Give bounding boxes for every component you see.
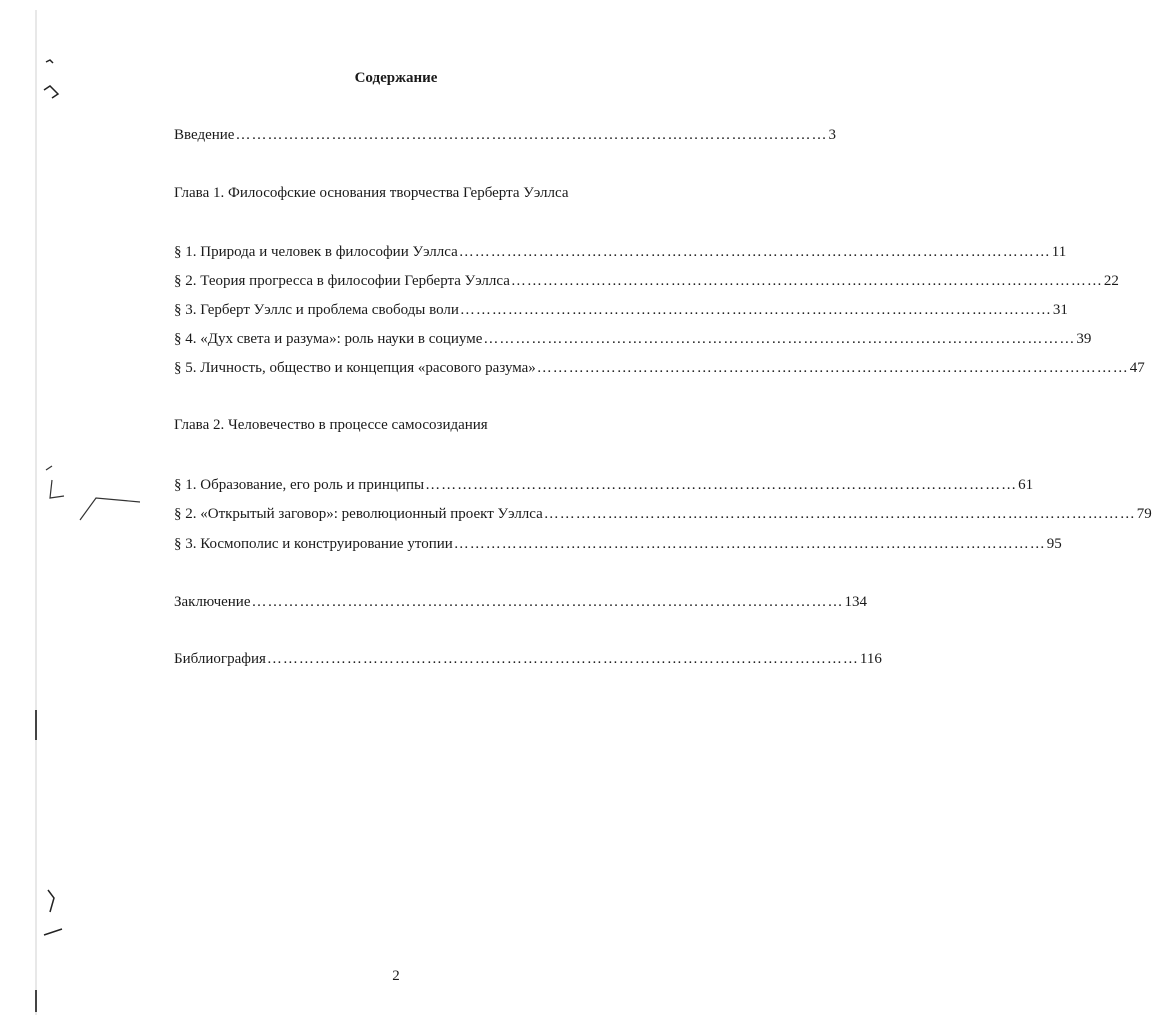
toc-leader: …………………………………………………………………………………………………	[235, 127, 828, 143]
chapter-heading-2: Глава 2. Человечество в процессе самосозидания	[174, 417, 488, 433]
toc-leader: …………………………………………………………………………………………………	[510, 273, 1103, 289]
page-number: 2	[392, 968, 400, 984]
toc-label: § 1. Природа и человек в философии Уэллса	[174, 244, 458, 260]
toc-page: 134	[844, 594, 867, 610]
toc-page: 116	[859, 651, 882, 667]
toc-page: 22	[1103, 273, 1119, 289]
toc-label: Введение	[174, 127, 235, 143]
toc-entry-ch1-s2	[174, 272, 1119, 290]
toc-page: 31	[1052, 302, 1068, 318]
toc-leader: …………………………………………………………………………………………………	[458, 244, 1051, 260]
toc-page: 11	[1051, 244, 1067, 260]
toc-page: 79	[1136, 506, 1152, 522]
toc-label: § 2. Теория прогресса в философии Герберта Уэллса	[174, 273, 510, 289]
toc-leader: …………………………………………………………………………………………………	[483, 331, 1076, 347]
toc-entry-ch1-s4	[174, 330, 1092, 348]
toc-label: § 4. «Дух света и разума»: роль науки в социуме	[174, 331, 483, 347]
toc-entry-ch1-s1	[174, 243, 1067, 261]
toc-entry-ch1-s5	[174, 359, 1145, 377]
toc-page: 47	[1129, 360, 1145, 376]
toc-label: § 2. «Открытый заговор»: революционный проект Уэллса	[174, 506, 543, 522]
toc-label: § 3. Космополис и конструирование утопии	[174, 536, 453, 552]
toc-page: 95	[1046, 536, 1062, 552]
toc-leader: …………………………………………………………………………………………………	[266, 651, 859, 667]
toc-page: 39	[1076, 331, 1092, 347]
toc-entry-ch2-s1	[174, 476, 1034, 494]
toc-label: § 3. Герберт Уэллс и проблема свободы воли	[174, 302, 459, 318]
toc-page: 3	[828, 127, 836, 143]
toc-label: Библиография	[174, 651, 266, 667]
toc-label: Заключение	[174, 594, 251, 610]
toc-page: 61	[1018, 477, 1034, 493]
toc-leader: …………………………………………………………………………………………………	[543, 506, 1136, 522]
toc-leader: …………………………………………………………………………………………………	[536, 360, 1129, 376]
toc-leader: …………………………………………………………………………………………………	[425, 477, 1018, 493]
scan-mark-middle	[46, 466, 140, 520]
toc-entry-ch2-s3	[174, 535, 1062, 553]
chapter-heading-1: Глава 1. Философские основания творчества Герберта Уэллса	[174, 185, 569, 201]
toc-label: § 1. Образование, его роль и принципы	[174, 477, 425, 493]
scan-mark-bottom	[44, 890, 62, 935]
toc-leader: …………………………………………………………………………………………………	[459, 302, 1052, 318]
toc-leader: …………………………………………………………………………………………………	[453, 536, 1046, 552]
toc-entry-ch1-s3	[174, 301, 1068, 319]
toc-label: § 5. Личность, общество и концепция «расового разума»	[174, 360, 536, 376]
toc-leader: …………………………………………………………………………………………………	[251, 594, 844, 610]
toc-entry-bibliography	[174, 650, 882, 668]
toc-entry-ch2-s2	[174, 505, 1152, 523]
toc-entry-conclusion	[174, 593, 867, 611]
toc-entry-introduction	[174, 126, 836, 144]
page-title: Содержание	[354, 70, 438, 86]
